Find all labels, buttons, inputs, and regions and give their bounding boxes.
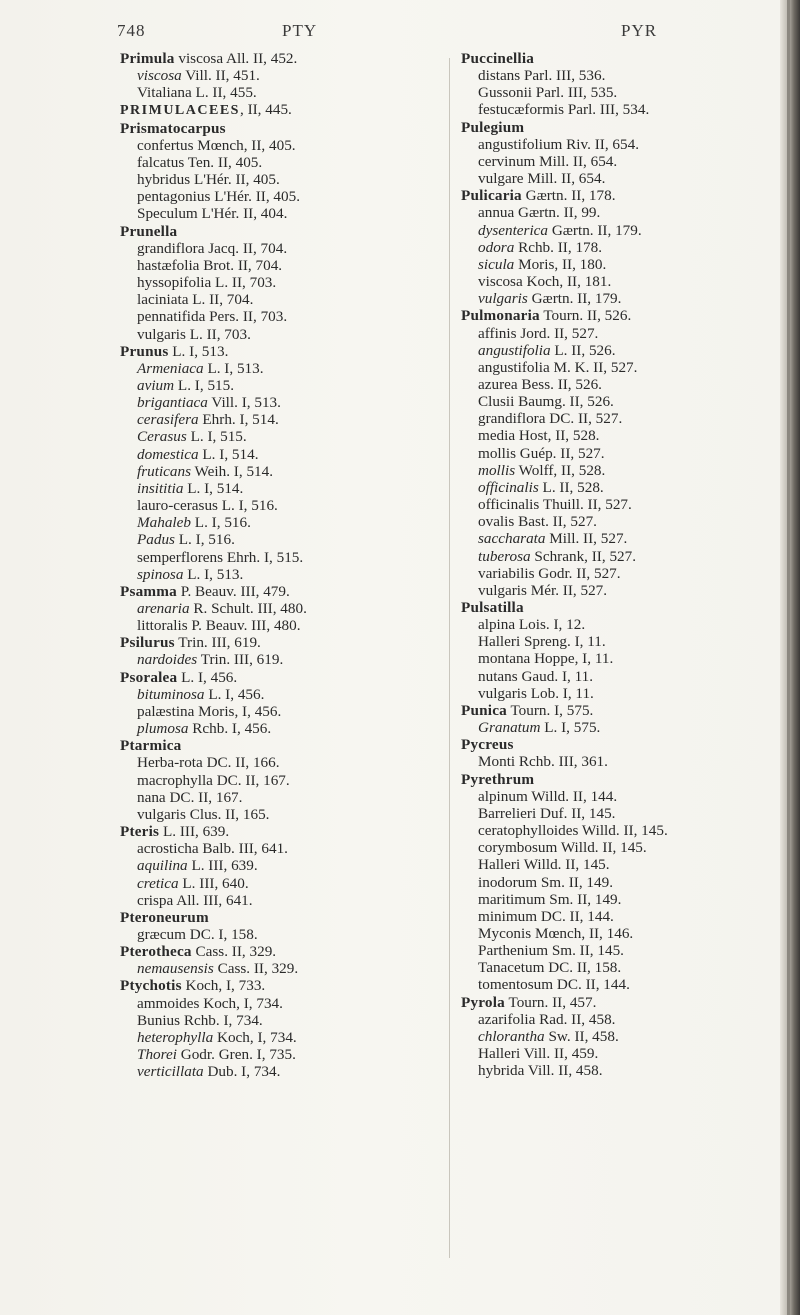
- species-entry: [120, 67, 360, 84]
- species-entry: [120, 840, 360, 857]
- species-name: odora: [478, 238, 515, 256]
- species-name: inodorum Sm. II, 149.: [478, 873, 613, 891]
- genus-entry: [461, 771, 761, 788]
- entry-reference: Mill. II, 527.: [545, 530, 628, 548]
- species-name: brigantiaca: [137, 394, 208, 412]
- species-name: insititia: [137, 479, 184, 497]
- species-entry: [461, 342, 761, 359]
- genus-entry: [461, 702, 761, 719]
- species-name: angustifolia: [478, 341, 551, 359]
- species-name: grandiflora DC. II, 527.: [478, 410, 623, 428]
- entry-reference: Cass. II, 329.: [191, 943, 277, 961]
- species-name: hybrida Vill. II, 458.: [478, 1062, 603, 1080]
- genus-name: Psoralea: [120, 668, 178, 686]
- species-name: Monti Rchb. III, 361.: [478, 753, 608, 771]
- entry-reference: Dub. I, 734.: [203, 1063, 281, 1081]
- species-entry: [120, 926, 360, 943]
- species-entry: [461, 204, 761, 221]
- species-name: acrosticha Balb. III, 641.: [137, 840, 288, 858]
- species-entry: [461, 685, 761, 702]
- entry-reference: L. I, 513.: [203, 359, 264, 377]
- entry-reference: , II, 445.: [239, 101, 292, 119]
- species-entry: [120, 154, 360, 171]
- species-entry: [120, 772, 360, 789]
- species-entry: [461, 290, 761, 307]
- species-name: Speculum L'Hér. II, 404.: [137, 205, 288, 223]
- species-name: cretica: [137, 874, 179, 892]
- page-fold-shadow: [787, 0, 790, 1315]
- species-entry: [120, 240, 360, 257]
- species-name: Bunius Rchb. I, 734.: [137, 1011, 263, 1029]
- genus-entry: [461, 119, 761, 136]
- entry-reference: L. II, 528.: [538, 478, 604, 496]
- species-name: maritimum Sm. II, 149.: [478, 890, 622, 908]
- species-name: nemausensis: [137, 960, 214, 978]
- species-name: tomentosum DC. II, 144.: [478, 976, 630, 994]
- genus-entry: [120, 909, 360, 926]
- genus-entry: [120, 634, 360, 651]
- species-name: hastæfolia Brot. II, 704.: [137, 256, 283, 274]
- species-name: montana Hoppe, I, 11.: [478, 650, 614, 668]
- species-entry: [461, 222, 761, 239]
- species-entry: [120, 257, 360, 274]
- species-name: ammoides Koch, I, 734.: [137, 994, 283, 1012]
- genus-name: Pulegium: [461, 118, 525, 136]
- species-name: macrophylla DC. II, 167.: [137, 771, 290, 789]
- species-entry: [120, 480, 360, 497]
- species-name: Parthenium Sm. II, 145.: [478, 942, 624, 960]
- species-entry: [120, 720, 360, 737]
- species-entry: [461, 668, 761, 685]
- entry-reference: L. III, 640.: [178, 874, 249, 892]
- species-name: ovalis Bast. II, 527.: [478, 513, 597, 531]
- species-entry: [461, 1011, 761, 1028]
- species-name: vulgare Mill. II, 654.: [478, 170, 606, 188]
- genus-name: Ptarmica: [120, 737, 182, 755]
- species-entry: [120, 497, 360, 514]
- species-entry: [461, 582, 761, 599]
- species-entry: [461, 273, 761, 290]
- entry-reference: L. III, 639.: [159, 823, 230, 841]
- species-entry: [120, 892, 360, 909]
- species-entry: [120, 960, 360, 977]
- species-entry: [461, 153, 761, 170]
- species-name: pentagonius L'Hér. II, 405.: [137, 188, 301, 206]
- entry-reference: Cass. II, 329.: [213, 960, 299, 978]
- entry-reference: Tourn. II, 526.: [539, 307, 632, 325]
- entry-reference: L. I, 515.: [174, 376, 235, 394]
- entry-reference: R. Schult. III, 480.: [189, 600, 307, 617]
- entry-reference: L. I, 515.: [186, 428, 247, 446]
- species-name: vulgaris Lob. I, 11.: [478, 684, 594, 702]
- species-entry: [120, 703, 360, 720]
- entry-reference: Gærtn. II, 179.: [548, 221, 642, 239]
- species-name: Halleri Willd. II, 145.: [478, 856, 610, 874]
- species-name: verticillata: [137, 1063, 204, 1081]
- species-entry: [461, 891, 761, 908]
- genus-entry: [120, 223, 360, 240]
- species-entry: [461, 513, 761, 530]
- species-entry: [461, 650, 761, 667]
- page-number: 748: [117, 21, 146, 40]
- species-name: heterophylla: [137, 1028, 214, 1046]
- species-entry: [120, 875, 360, 892]
- genus-entry: [461, 50, 761, 67]
- species-name: vulgaris Mér. II, 527.: [478, 581, 608, 599]
- species-entry: [461, 67, 761, 84]
- entry-reference: L. I, 456.: [177, 668, 238, 686]
- species-name: Tanacetum DC. II, 158.: [478, 959, 622, 977]
- species-name: festucæformis Parl. III, 534.: [478, 101, 650, 119]
- species-name: hybridus L'Hér. II, 405.: [137, 171, 280, 189]
- species-name: fruticans: [137, 462, 192, 480]
- species-entry: [120, 446, 360, 463]
- species-name: alpinum Willd. II, 144.: [478, 787, 618, 805]
- entry-reference: Koch, I, 733.: [181, 977, 266, 995]
- species-entry: [461, 393, 761, 410]
- entry-reference: Rchb. II, 178.: [514, 238, 603, 256]
- species-entry: [120, 274, 360, 291]
- species-name: cervinum Mill. II, 654.: [478, 152, 618, 170]
- genus-name: Ptychotis: [120, 977, 182, 995]
- species-name: Mahaleb: [137, 514, 191, 532]
- species-entry: [120, 549, 360, 566]
- species-name: Cerasus: [137, 428, 187, 446]
- species-name: saccharata: [478, 530, 546, 548]
- entry-reference: L. I, 575.: [540, 719, 601, 737]
- column-divider: [449, 58, 450, 1258]
- species-name: nardoides: [137, 651, 198, 669]
- species-entry: [461, 565, 761, 582]
- species-entry: [120, 428, 360, 445]
- species-entry: [120, 1046, 360, 1063]
- entry-reference: L. I, 456.: [204, 685, 265, 703]
- genus-entry: [120, 120, 360, 137]
- species-name: Padus: [137, 531, 175, 549]
- species-name: affinis Jord. II, 527.: [478, 324, 599, 342]
- species-entry: [120, 463, 360, 480]
- species-name: minimum DC. II, 144.: [478, 907, 614, 925]
- species-entry: [461, 325, 761, 342]
- entry-reference: L. III, 639.: [187, 857, 258, 875]
- species-name: annua Gærtn. II, 99.: [478, 204, 601, 222]
- species-entry: [461, 1045, 761, 1062]
- entry-reference: L. I, 514.: [198, 445, 259, 463]
- species-name: nana DC. II, 167.: [137, 788, 243, 806]
- species-entry: [461, 239, 761, 256]
- entry-reference: Gærtn. II, 179.: [527, 290, 622, 308]
- species-entry: [120, 411, 360, 428]
- species-entry: [120, 205, 360, 222]
- species-entry: [461, 616, 761, 633]
- species-entry: [120, 651, 360, 668]
- species-name: hyssopifolia L. II, 703.: [137, 274, 277, 292]
- species-entry: [120, 686, 360, 703]
- species-name: officinalis: [478, 478, 539, 496]
- species-name: bituminosa: [137, 685, 205, 703]
- species-entry: [461, 822, 761, 839]
- genus-name: Puccinellia: [461, 50, 535, 67]
- index-column-left: [120, 50, 360, 1080]
- species-name: Halleri Vill. II, 459.: [478, 1045, 599, 1063]
- species-name: pennatifida Pers. II, 703.: [137, 308, 288, 326]
- species-entry: [461, 256, 761, 273]
- species-entry: [461, 376, 761, 393]
- right-running-title: PYR: [621, 21, 658, 40]
- species-name: mollis: [478, 461, 516, 479]
- species-entry: [461, 530, 761, 547]
- index-column-right: [461, 50, 761, 1079]
- species-entry: [461, 805, 761, 822]
- species-name: palæstina Moris, I, 456.: [137, 702, 282, 720]
- species-entry: [120, 1012, 360, 1029]
- species-name: corymbosum Willd. II, 145.: [478, 839, 647, 857]
- species-entry: [120, 514, 360, 531]
- species-entry: [120, 789, 360, 806]
- species-name: mollis Guép. II, 527.: [478, 444, 605, 462]
- genus-name: Pteroneurum: [120, 908, 209, 926]
- species-name: angustifolia M. K. II, 527.: [478, 358, 638, 376]
- species-entry: [461, 942, 761, 959]
- genus-name: Pulicaria: [461, 187, 522, 205]
- species-entry: [120, 377, 360, 394]
- genus-entry: [461, 736, 761, 753]
- genus-entry: [120, 669, 360, 686]
- species-name: græcum DC. I, 158.: [137, 925, 258, 943]
- species-entry: [120, 137, 360, 154]
- species-entry: [461, 462, 761, 479]
- book-spine-edge: [780, 0, 800, 1315]
- species-entry: [461, 1028, 761, 1045]
- entry-reference: L. I, 514.: [183, 479, 244, 497]
- species-name: grandiflora Jacq. II, 704.: [137, 239, 288, 257]
- genus-entry: [461, 994, 761, 1011]
- genus-name: Psamma: [120, 582, 177, 600]
- species-name: dysenterica: [478, 221, 549, 239]
- entry-reference: Sw. II, 458.: [544, 1027, 619, 1045]
- entry-reference: Ehrh. I, 514.: [198, 411, 279, 429]
- species-name: alpina Lois. I, 12.: [478, 616, 586, 634]
- entry-reference: viscosa All. II, 452.: [174, 50, 298, 67]
- genus-name: Prismatocarpus: [120, 119, 226, 137]
- species-name: officinalis Thuill. II, 527.: [478, 496, 632, 514]
- species-entry: [461, 496, 761, 513]
- species-entry: [461, 856, 761, 873]
- genus-name: Psilurus: [120, 634, 175, 652]
- genus-name: Pyrethrum: [461, 770, 535, 788]
- species-entry: [120, 600, 360, 617]
- species-name: distans Parl. III, 536.: [478, 67, 606, 85]
- species-name: domestica: [137, 445, 199, 463]
- species-name: Myconis Mœnch, II, 146.: [478, 924, 634, 942]
- species-name: Gussonii Parl. III, 535.: [478, 84, 618, 102]
- species-entry: [461, 976, 761, 993]
- species-entry: [461, 633, 761, 650]
- entry-reference: L. I, 513.: [183, 565, 244, 583]
- entry-reference: L. I, 513.: [168, 342, 229, 360]
- genus-name: Prunella: [120, 222, 178, 240]
- species-name: viscosa: [137, 67, 182, 85]
- entry-reference: Wolff, II, 528.: [515, 461, 606, 479]
- species-name: Armeniaca: [137, 359, 204, 377]
- entry-reference: Gærtn. II, 178.: [521, 187, 616, 205]
- species-entry: [120, 291, 360, 308]
- species-entry: [461, 359, 761, 376]
- entry-reference: Tourn. I, 575.: [506, 701, 594, 719]
- species-entry: [461, 959, 761, 976]
- species-entry: [120, 617, 360, 634]
- genus-entry: [120, 737, 360, 754]
- species-name: angustifolium Riv. II, 654.: [478, 135, 640, 153]
- species-entry: [120, 171, 360, 188]
- entry-reference: L. I, 516.: [191, 514, 251, 532]
- species-name: media Host, II, 528.: [478, 427, 600, 445]
- entry-reference: Koch, I, 734.: [213, 1028, 297, 1046]
- entry-reference: Moris, II, 180.: [514, 255, 607, 273]
- species-entry: [120, 394, 360, 411]
- species-entry: [120, 531, 360, 548]
- species-name: tuberosa: [478, 547, 531, 565]
- species-name: laciniata L. II, 704.: [137, 291, 254, 309]
- species-entry: [461, 410, 761, 427]
- entry-reference: Godr. Gren. I, 735.: [176, 1046, 296, 1064]
- species-entry: [461, 925, 761, 942]
- genus-entry: [461, 187, 761, 204]
- species-entry: [461, 427, 761, 444]
- entry-reference: Vill. II, 451.: [181, 67, 260, 85]
- genus-name: Primula: [120, 50, 175, 67]
- family-entry: [120, 101, 360, 119]
- species-entry: [461, 788, 761, 805]
- species-name: chlorantha: [478, 1027, 545, 1045]
- species-entry: [461, 753, 761, 770]
- species-entry: [461, 908, 761, 925]
- species-entry: [120, 754, 360, 771]
- species-name: aquilina: [137, 857, 188, 875]
- species-entry: [461, 136, 761, 153]
- species-name: Clusii Baumg. II, 526.: [478, 393, 614, 411]
- genus-entry: [120, 50, 360, 67]
- entry-reference: Weih. I, 514.: [191, 462, 274, 480]
- species-name: azarifolia Rad. II, 458.: [478, 1010, 616, 1028]
- species-name: confertus Mœnch, II, 405.: [137, 136, 296, 154]
- species-entry: [120, 995, 360, 1012]
- species-name: viscosa Koch, II, 181.: [478, 273, 612, 291]
- species-name: semperflorens Ehrh. I, 515.: [137, 548, 304, 566]
- species-name: Barrelieri Duf. II, 145.: [478, 804, 616, 822]
- genus-entry: [461, 307, 761, 324]
- species-entry: [120, 857, 360, 874]
- species-name: ceratophylloides Willd. II, 145.: [478, 822, 668, 840]
- species-name: cerasifera: [137, 411, 199, 429]
- species-entry: [120, 326, 360, 343]
- species-entry: [120, 84, 360, 101]
- entry-reference: L. I, 516.: [174, 531, 235, 549]
- genus-entry: [120, 343, 360, 360]
- genus-name: Pyrola: [461, 993, 505, 1011]
- species-entry: [461, 874, 761, 891]
- genus-entry: [120, 977, 360, 994]
- species-name: littoralis P. Beauv. III, 480.: [137, 617, 301, 635]
- species-name: lauro-cerasus L. I, 516.: [137, 497, 278, 515]
- genus-name: Pulmonaria: [461, 307, 540, 325]
- species-name: sicula: [478, 255, 515, 273]
- species-name: crispa All. III, 641.: [137, 891, 253, 909]
- species-name: falcatus Ten. II, 405.: [137, 153, 263, 171]
- species-entry: [461, 719, 761, 736]
- species-entry: [461, 84, 761, 101]
- entry-reference: Vill. I, 513.: [207, 394, 281, 412]
- entry-reference: Schrank, II, 527.: [530, 547, 637, 565]
- species-entry: [120, 806, 360, 823]
- species-name: Vitaliana L. II, 455.: [137, 84, 257, 102]
- species-name: Herba-rota DC. II, 166.: [137, 754, 280, 772]
- entry-reference: Trin. III, 619.: [197, 651, 284, 669]
- entry-reference: Tourn. II, 457.: [504, 993, 597, 1011]
- species-entry: [120, 308, 360, 325]
- genus-entry: [120, 823, 360, 840]
- species-entry: [120, 1029, 360, 1046]
- entry-reference: L. II, 526.: [550, 341, 616, 359]
- species-entry: [461, 1062, 761, 1079]
- species-name: vulgaris L. II, 703.: [137, 325, 251, 343]
- species-name: Halleri Spreng. I, 11.: [478, 633, 606, 651]
- species-name: Granatum: [478, 719, 541, 737]
- entry-reference: P. Beauv. III, 479.: [176, 582, 290, 600]
- genus-name: Pterotheca: [120, 943, 192, 961]
- genus-name: Pulsatilla: [461, 599, 524, 616]
- species-entry: [120, 360, 360, 377]
- left-running-title: PTY: [282, 21, 318, 40]
- species-name: vulgaris: [478, 290, 528, 308]
- species-entry: [461, 101, 761, 118]
- species-name: spinosa: [137, 565, 184, 583]
- genus-name: Pycreus: [461, 736, 514, 754]
- genus-entry: [120, 583, 360, 600]
- family-name: PRIMULACEES: [120, 103, 240, 119]
- species-entry: [461, 445, 761, 462]
- genus-name: Prunus: [120, 342, 169, 360]
- entry-reference: Rchb. I, 456.: [188, 720, 272, 738]
- species-entry: [120, 188, 360, 205]
- species-entry: [120, 1063, 360, 1080]
- genus-entry: [461, 599, 761, 616]
- species-name: nutans Gaud. I, 11.: [478, 667, 594, 685]
- species-name: variabilis Godr. II, 527.: [478, 564, 621, 582]
- species-entry: [120, 566, 360, 583]
- species-name: Thorei: [137, 1046, 177, 1064]
- species-entry: [461, 479, 761, 496]
- genus-name: Pteris: [120, 823, 160, 841]
- genus-entry: [120, 943, 360, 960]
- species-name: plumosa: [137, 720, 189, 738]
- species-entry: [461, 839, 761, 856]
- species-name: arenaria: [137, 600, 190, 617]
- genus-name: Punica: [461, 701, 507, 719]
- species-entry: [461, 170, 761, 187]
- species-name: vulgaris Clus. II, 165.: [137, 805, 270, 823]
- species-name: avium: [137, 376, 175, 394]
- species-name: azurea Bess. II, 526.: [478, 375, 602, 393]
- entry-reference: Trin. III, 619.: [174, 634, 261, 652]
- species-entry: [461, 548, 761, 565]
